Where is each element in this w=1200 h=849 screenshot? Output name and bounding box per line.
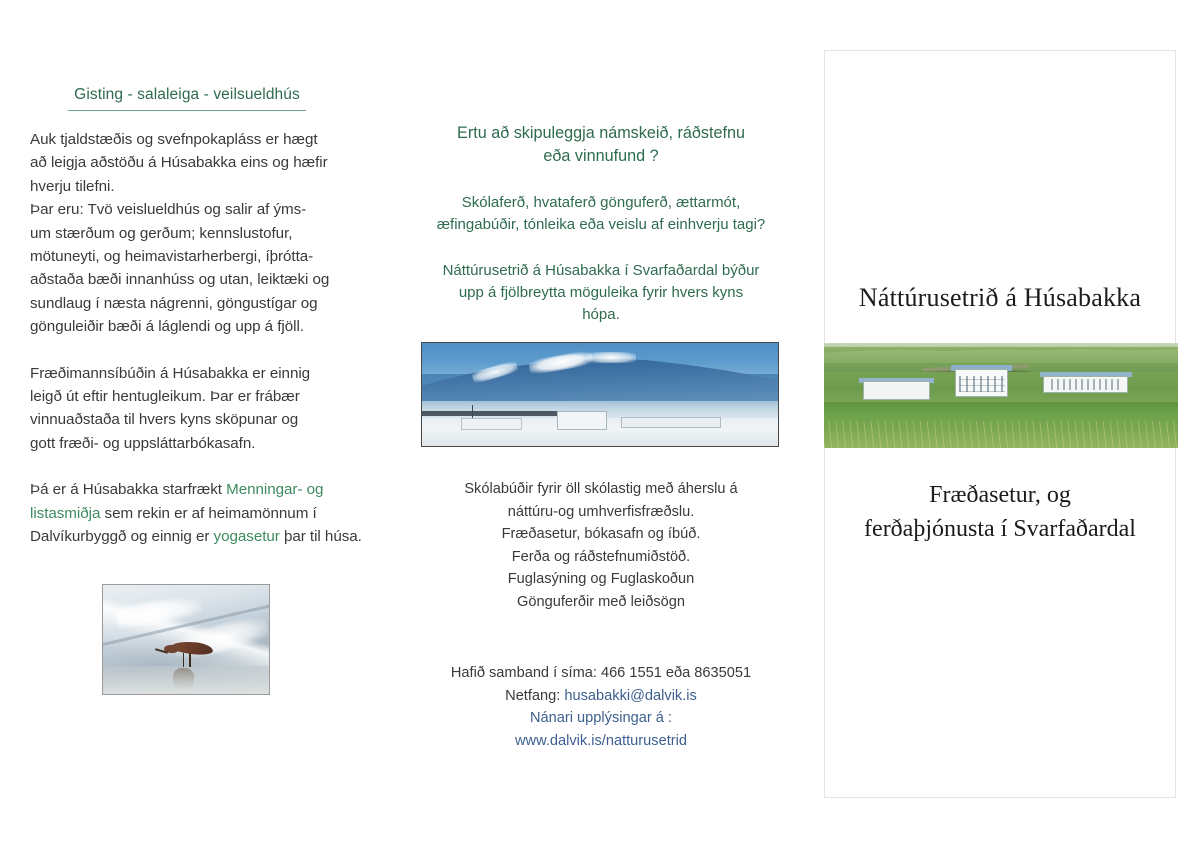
winter-photo-building-1 xyxy=(461,418,522,429)
bird-leg-right xyxy=(189,653,191,667)
service-item: Fræðasetur, bókasafn og íbúð. xyxy=(501,526,701,543)
left-p2-line3: mötuneyti, og heimavistarherbergi, íþrótta- xyxy=(30,248,314,266)
left-panel xyxy=(30,85,385,549)
mid-sub-line2: æfingabúðir, tónleika eða veislu af einhverju tagi? xyxy=(436,216,766,233)
middle-services-list xyxy=(415,478,787,614)
mid-head-line2: eða vinnufund ? xyxy=(543,147,659,165)
bird-reflection xyxy=(173,668,195,690)
left-paragraph-2 xyxy=(30,198,385,338)
service-item: Fuglasýning og Fuglaskoðun xyxy=(507,571,695,588)
contact-block xyxy=(415,662,787,752)
left-p2-line1: Þar eru: Tvö veislueldhús og salir af ýms- xyxy=(30,201,307,219)
summer-photo-building-3-windows xyxy=(1051,379,1122,391)
bird-leg-left xyxy=(183,653,185,667)
left-p1-line1: Auk tjaldstæðis og svefnpokapláss er hægt xyxy=(30,131,318,148)
middle-panel-intro xyxy=(415,260,787,326)
left-p3-line4: gott fræði- og uppsláttarbókasafn. xyxy=(30,434,256,452)
left-paragraph-1 xyxy=(30,128,385,198)
winter-landscape-photo xyxy=(421,342,779,447)
left-p2-line5: sundlaug í næsta nágrenni, göngustígar og xyxy=(30,294,318,312)
contact-more-info-label: Nánari upplýsingar á : xyxy=(530,710,672,727)
summer-landscape-photo xyxy=(824,343,1178,448)
service-item: Ferða og ráðstefnumiðstöð. xyxy=(511,548,691,565)
left-p3-line2: leigð út eftir hentugleikum. Þar er frábær xyxy=(30,388,300,406)
contact-email-link[interactable]: husabakki@dalvik.is xyxy=(564,687,697,704)
contact-phone: Hafið samband í síma: 466 1551 eða 8635051 xyxy=(450,665,752,681)
mid-sub2-line2: upp á fjölbreytta möguleika fyrir hvers kyns xyxy=(458,284,744,301)
service-item: náttúru-og umhverfisfræðslu. xyxy=(507,503,695,520)
right-subtitle-line2: ferðaþjónusta í Svarfaðardal xyxy=(864,516,1136,542)
left-p2-line2: um stærðum og gerðum; kennslustofur, xyxy=(30,224,293,242)
mid-sub2-line3: hópa. xyxy=(582,306,620,323)
link-menningar-listasmidja[interactable]: Menningar- og listasmiðja xyxy=(30,481,324,522)
bird-in-water-photo xyxy=(102,584,270,695)
left-p2-line4: aðstaða bæði innanhúss og utan, leiktæki og xyxy=(30,271,330,289)
contact-email-row xyxy=(415,685,787,708)
winter-photo-pole xyxy=(472,405,473,419)
mid-sub-line1: Skólaferð, hvataferð gönguferð, ættarmót, xyxy=(461,194,741,211)
middle-panel xyxy=(415,122,787,326)
link-yogasetur[interactable]: yogasetur xyxy=(213,528,280,546)
mid-head-line1: Ertu að skipuleggja námskeið, ráðstefnu xyxy=(457,124,745,142)
winter-photo-building-3 xyxy=(621,417,721,428)
left-p4-text1: Þá er á Húsabakka starfrækt xyxy=(30,481,227,499)
service-item: Skólabúðir fyrir öll skólastig með áherslu á xyxy=(464,481,738,497)
service-item: Gönguferðir með leiðsögn xyxy=(517,593,685,610)
contact-email-label: Netfang: xyxy=(505,687,565,704)
right-subtitle-line1: Fræðasetur, og xyxy=(929,482,1071,508)
left-p2-line6: gönguleiðir bæði á láglendi og upp á fjöll. xyxy=(30,318,304,336)
contact-website-link[interactable]: www.dalvik.is/natturusetrid xyxy=(515,732,687,749)
summer-photo-building-2-windows xyxy=(959,376,1005,393)
left-paragraph-3 xyxy=(30,362,385,456)
left-p3-line3: vinnuaðstaða til hvers kyns sköpunar og xyxy=(30,411,299,429)
mid-sub2-line1: Náttúrusetrið á Húsabakka í Svarfaðardal býður xyxy=(442,262,760,279)
middle-panel-heading xyxy=(415,122,787,168)
middle-panel-subheading xyxy=(415,192,787,236)
left-p3-line1: Fræðimannsíbúðin á Húsabakka er einnig xyxy=(30,364,311,382)
left-paragraph-4 xyxy=(30,478,385,548)
left-panel-heading: Gisting - salaleiga - veilsueldhús xyxy=(68,85,306,111)
left-p4-text3: þar til húsa. xyxy=(279,528,362,546)
winter-photo-building-2 xyxy=(557,411,607,430)
left-p4-text2: sem rekin er af heimamönnum í Dalvíkurbyggð og einnig er xyxy=(30,504,317,546)
winter-photo-snow-patch-3 xyxy=(586,352,636,362)
left-p1-line3: hverju tilefni. xyxy=(30,177,115,195)
summer-photo-building-1 xyxy=(863,381,930,400)
left-p1-line2: að leigja aðstöðu á Húsabakka eins og hæfir xyxy=(30,154,328,172)
right-panel-title: Náttúrusetrið á Húsabakka xyxy=(858,283,1142,312)
right-panel-subtitle xyxy=(824,478,1176,546)
summer-photo-grass-fringe xyxy=(824,421,1178,448)
